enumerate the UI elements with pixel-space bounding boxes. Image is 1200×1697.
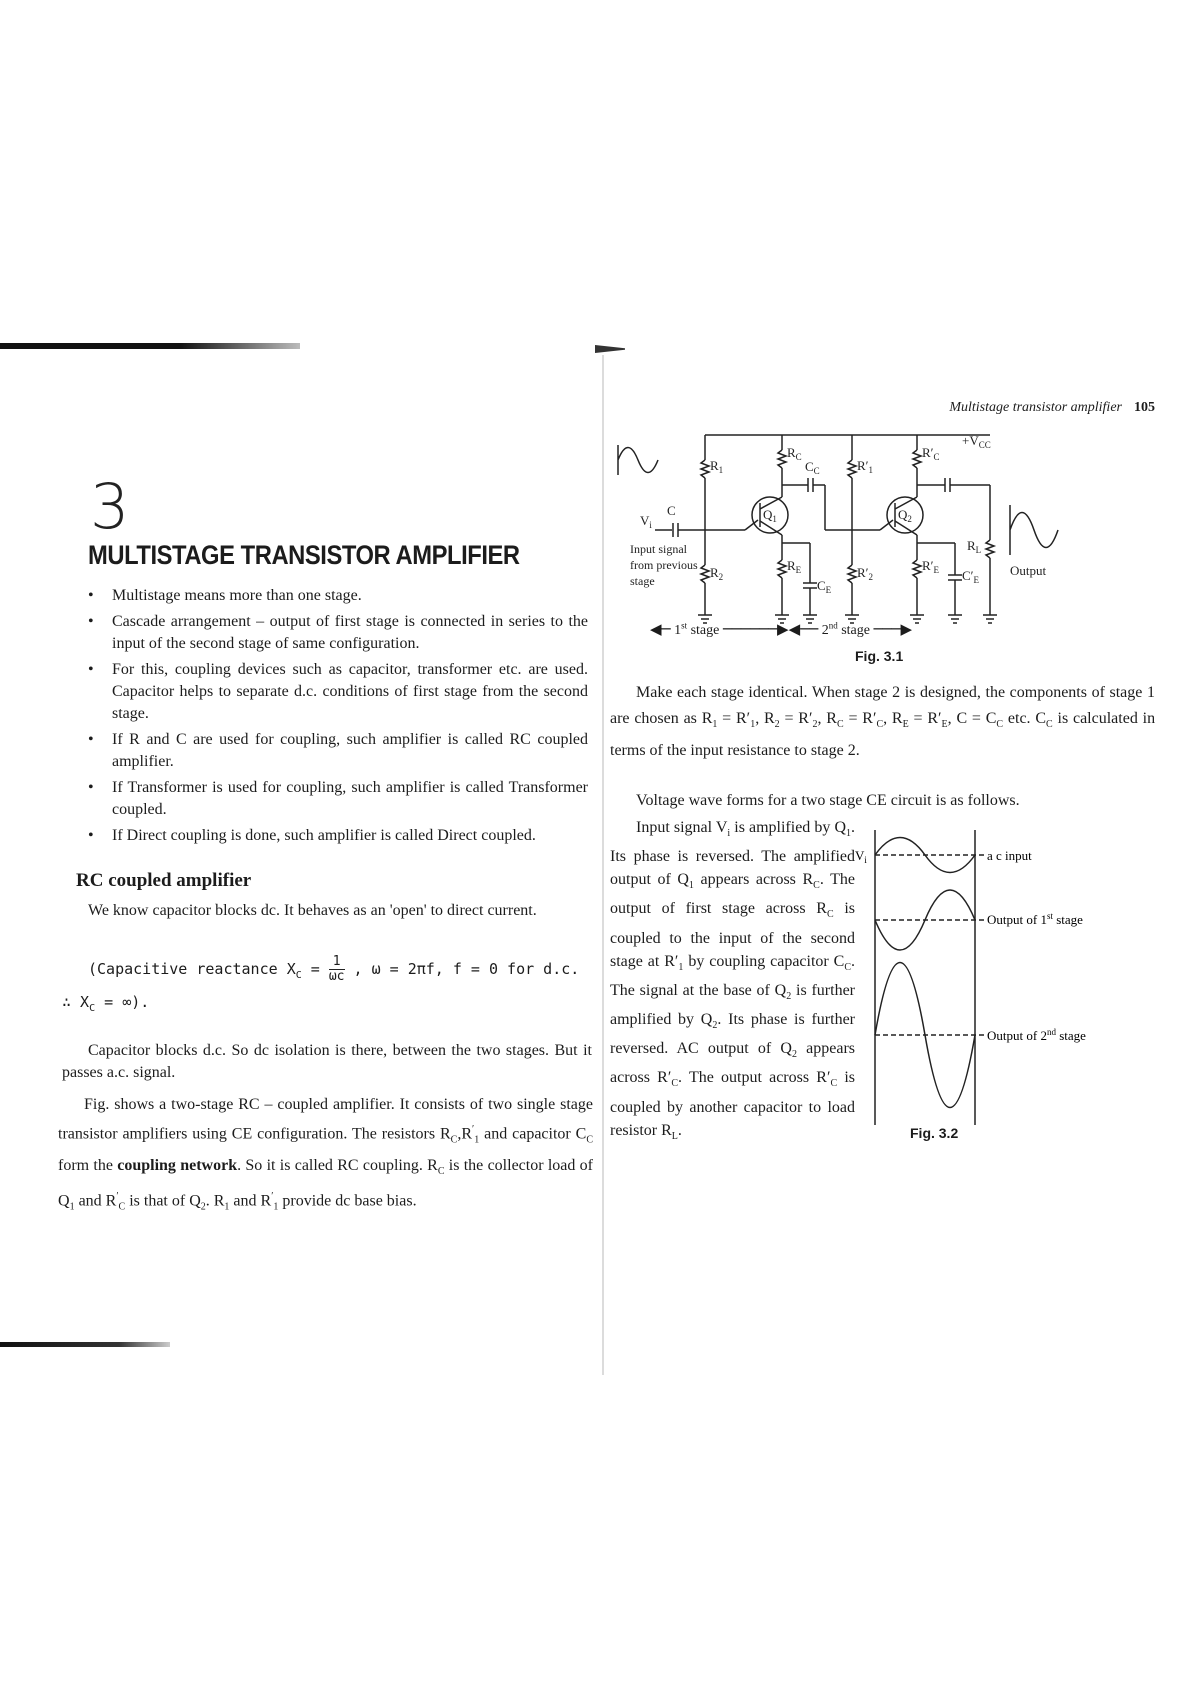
bullet-item: • If R and C are used for coupling, such amplifier is called RC coupled amplifier. [88, 729, 588, 773]
label-q2: $Q_2$ [898, 507, 912, 524]
t: Input signal V [636, 819, 728, 836]
label-rl: $R_L$ [967, 538, 982, 555]
label-r2: $R_2$ [710, 565, 724, 582]
page-number: 105 [1134, 400, 1155, 415]
label-re: $R_E$ [787, 558, 802, 575]
stage-labels [650, 620, 1070, 639]
label-r1: $R_1$ [710, 458, 724, 475]
bullet-item: • If Transformer is used for coupling, such amplifier is called Transformer coupled. [88, 777, 588, 821]
t: , R [883, 710, 903, 727]
s: 1 [750, 719, 756, 731]
t: etc. C [1003, 710, 1047, 727]
s: ′ [472, 1124, 475, 1135]
wave-output-1 [875, 890, 975, 950]
section-heading: RC coupled amplifier [76, 870, 252, 891]
scan-edge-top-left [0, 343, 300, 349]
label-vcc: $+V_{CC}$ [962, 433, 991, 450]
formula-eq: = [310, 960, 320, 978]
input-wave [618, 445, 658, 475]
label-input-2: from previous [630, 558, 698, 572]
bullet-item: • For this, coupling devices such as capacitor, transformer etc. are used. Capacitor helps to separate d.c. conditions of first stage from the second stage. [88, 659, 588, 725]
paragraph-dc-block [62, 900, 592, 922]
t: and R [74, 1192, 117, 1210]
s: L [671, 1130, 678, 1142]
s: ′ [271, 1190, 274, 1202]
s: 1 [688, 880, 694, 892]
wave-output-2 [875, 963, 975, 1108]
s: 1 [474, 1134, 480, 1146]
s: 1 [678, 961, 684, 973]
label-output-1: Output of 1st stage [987, 911, 1083, 927]
para-text: Voltage wave forms for a two stage CE circuit is as follows. [636, 792, 1020, 809]
page-gutter [602, 355, 604, 1375]
t: = R′ [843, 710, 877, 727]
t: . Its phase is further reversed. AC output of Q [610, 1010, 855, 1058]
label-output: Output [1010, 563, 1047, 578]
label-rep: $R'_E$ [922, 558, 940, 575]
paragraph-rc-network [58, 1092, 593, 1219]
label-rcp: $R'_C$ [922, 445, 940, 462]
t: Make each stage identical. When stage 2 is designed, the components of stage 1 are chosen as R [610, 684, 1155, 727]
t: ,R [457, 1125, 473, 1143]
s: 2 [812, 719, 818, 731]
t: . The output of first stage across R [610, 871, 855, 918]
fraction-num: 1 [329, 955, 345, 970]
t: appears across R′ [610, 1040, 855, 1087]
scan-edge-bottom-left [0, 1342, 170, 1347]
label-r2p: $R'_2$ [857, 565, 874, 582]
label-vi: $V_i$ [640, 513, 652, 530]
fraction [329, 955, 345, 984]
s: C [1046, 719, 1053, 731]
stage-2-label: 2nd stage [821, 620, 870, 638]
fraction-den: ωc [328, 969, 345, 984]
label-q1: $Q_1$ [763, 507, 777, 524]
bullet-item: • If Direct coupling is done, such amplifier is called Direct coupled. [88, 825, 588, 847]
label-cep: $C'_E$ [962, 568, 980, 585]
t: . So it is called RC coupling. R [237, 1156, 438, 1174]
bullet-item: • Multistage means more than one stage. [88, 585, 588, 607]
s: C [836, 719, 844, 731]
s: E [941, 719, 948, 731]
label-cc: $C_C$ [805, 459, 820, 476]
s: 2 [200, 1201, 206, 1213]
label-input-3: stage [630, 574, 655, 588]
t: = R′ [908, 710, 942, 727]
s: 1 [273, 1201, 279, 1213]
wave-ac-input [875, 838, 975, 873]
s: C [450, 1134, 458, 1146]
t: is that of Q [125, 1192, 201, 1210]
formula-conclusion-b: = ∞). [104, 993, 150, 1011]
s: ′ [116, 1190, 119, 1202]
label-c: C [667, 503, 676, 518]
t: is amplified by Q [730, 819, 846, 836]
t: = R′ [717, 710, 751, 727]
t: = R′ [779, 710, 813, 727]
label-vi: $V_i$ [855, 848, 867, 865]
t: and capacitor C [479, 1125, 587, 1143]
t: Fig. shows a two-stage RC – coupled amplifier. It consists of two single stage transistor amplifiers using CE configuration. The resistors R [58, 1096, 593, 1143]
t: appears across R [693, 871, 814, 889]
chapter-title: MULTISTAGE TRANSISTOR AMPLIFIER [88, 540, 520, 570]
paragraph-identical-stage [610, 680, 1155, 764]
s: C [830, 1078, 838, 1090]
bullet-item: • Cascade arrangement – output of first stage is connected in series to the input of the second stage of same configuration. [88, 611, 588, 655]
s: 1 [846, 828, 851, 840]
s: 2 [774, 719, 780, 731]
scan-edge-center-mark [595, 345, 625, 353]
s: 1 [712, 719, 718, 731]
formula-prefix: (Capacitive reactance [88, 960, 278, 978]
fig-3-2-waveforms [855, 820, 1145, 1150]
t: by coupling capacitor C [683, 952, 845, 970]
t: is calculated in terms of the input resistance to stage 2. [610, 710, 1156, 760]
fig-3-2-caption: Fig. 3.2 [910, 1125, 959, 1141]
s: i [727, 828, 731, 840]
formula-reactance [62, 955, 597, 1022]
t: , R [755, 710, 775, 727]
t: is further amplified by Q [610, 981, 856, 1028]
t: , R [817, 710, 837, 727]
t: . [677, 1121, 682, 1139]
bold-term: coupling network [117, 1156, 238, 1174]
s: C [671, 1078, 679, 1090]
bullet-list [88, 585, 588, 851]
paragraph-isolation [62, 1040, 592, 1084]
arrow-right-icon: ───▶ [873, 620, 913, 638]
s: C [813, 880, 820, 892]
s: 1 [69, 1201, 75, 1213]
label-output-2: Output of 2nd stage [987, 1027, 1086, 1043]
s: 2 [791, 1049, 797, 1061]
formula-conclusion-a: ∴ X [62, 993, 90, 1011]
s: 1 [224, 1201, 230, 1213]
label-ce: $C_E$ [817, 578, 832, 595]
output-wave [1010, 505, 1058, 555]
s: C [826, 909, 834, 921]
s: C [876, 719, 884, 731]
s: 2 [786, 990, 792, 1002]
s: C [586, 1134, 593, 1146]
t: is coupled to the input of the second stage at R′ [610, 900, 855, 970]
label-r1p: $R'_1$ [857, 458, 874, 475]
s: C [996, 719, 1004, 731]
t: . The output across R′ [678, 1069, 831, 1087]
formula-xc: X [286, 960, 296, 978]
t: is coupled by another capacitor to load resistor R [610, 1069, 856, 1139]
formula-xc-sub: C [295, 970, 302, 981]
chapter-number: 3 [90, 470, 130, 543]
t: . The signal at the base of Q [610, 952, 855, 999]
arrow-right-icon: ──────▶◀── [722, 620, 819, 638]
s: C [844, 961, 851, 973]
paragraph-signal-path [610, 816, 855, 1148]
running-head [949, 400, 1155, 416]
running-head-title: Multistage transistor amplifier [949, 400, 1122, 415]
t: provide dc base bias. [278, 1192, 417, 1210]
formula-conclusion-sub: C [89, 1003, 96, 1014]
t: . R [205, 1192, 225, 1210]
paragraph-voltage-waveforms [610, 790, 1155, 812]
s: 2 [712, 1020, 718, 1032]
t: . Its phase is reversed. The amplified output of Q [610, 819, 855, 889]
stage-1-label: 1st stage [674, 620, 720, 638]
t: form the [58, 1156, 118, 1174]
label-rc: $R_C$ [787, 445, 802, 462]
label-ac-input: a c input [987, 848, 1032, 863]
s: C [437, 1165, 445, 1177]
para-text: Capacitor blocks d.c. So dc isolation is there, between the two stages. But it passes a.c. signal. [62, 1042, 592, 1081]
formula-omega: , ω = 2πf, f = 0 for d.c. [353, 960, 580, 978]
fig-3-1-caption: Fig. 3.1 [855, 648, 904, 664]
arrow-left-icon: ◀─ [650, 620, 671, 638]
s: C [118, 1201, 126, 1213]
para-text: We know capacitor blocks dc. It behaves as an 'open' to direct current. [88, 902, 537, 919]
s: E [902, 719, 909, 731]
label-input-1: Input signal [630, 542, 687, 556]
t: , C = C [947, 710, 997, 727]
t: and R [229, 1192, 272, 1210]
t: is the collector load of Q [58, 1156, 594, 1210]
